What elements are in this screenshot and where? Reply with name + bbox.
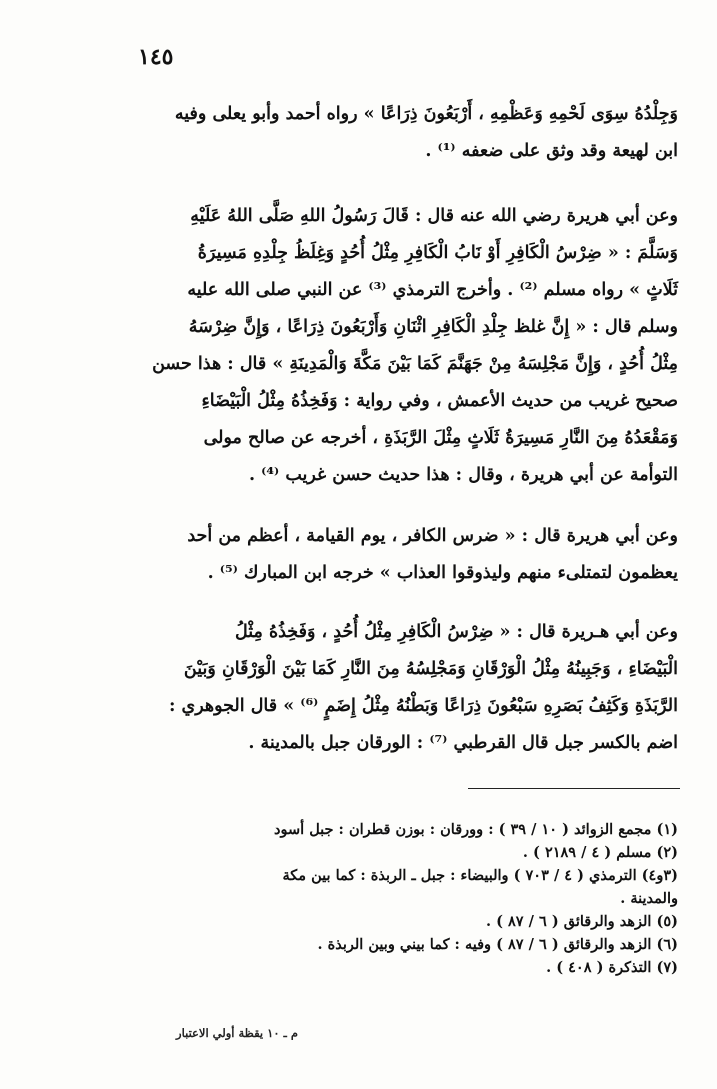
paragraph-4 bbox=[86, 614, 678, 762]
text-line: التوأمة عن أبي هريرة ، وقال : هذا حديث حسن غريب ⁽⁴⁾ . bbox=[248, 465, 678, 485]
text-line: وَسَلَّمَ : « ضِرْسُ الْكَافِرِ أَوْ نَابُ الْكَافِرِ مِثْلُ أُحُدٍ وَغِلَظُ جِلْدِهِ مَسِيرَةُ bbox=[197, 243, 678, 263]
text-line: الْبَيْضَاءِ ، وَجَبِينُهُ مِثْلُ الْوَرْقَانِ وَمَجْلِسُهُ مِنَ النَّارِ كَمَا بَيْنَ الْوَرْقَانِ وَبَيْنَ bbox=[183, 659, 678, 679]
footnote: (٥) الزهد والرقائق ( ٦ / ٨٧ ) . bbox=[485, 913, 678, 930]
footnotes bbox=[110, 818, 678, 979]
text-line: وَجِلْدُهُ سِوَى لَحْمِهِ وَعَظْمِهِ ، أَرْبَعُونَ ذِرَاعًا » رواه أحمد وأبو يعلى وفيه bbox=[174, 104, 678, 124]
text-line: مِثْلُ أُحُدٍ ، وَإِنَّ مَجْلِسَهُ مِنْ جَهَنَّمَ كَمَا بَيْنَ مَكَّةَ وَالْمَدِينَةِ » قال : هذا حسن bbox=[152, 354, 678, 374]
text-line: وعن أبي هـريرة قال : « ضِرْسُ الْكَافِرِ مِثْلُ أُحُدٍ ، وَفَخِذُهُ مِثْلُ bbox=[234, 622, 678, 642]
text-line: ثَلَاثٍ » رواه مسلم ⁽²⁾ . وأخرج الترمذي ⁽³⁾ عن النبي صلى الله عليه bbox=[187, 280, 678, 300]
paragraph-2 bbox=[86, 198, 678, 494]
paragraph-1 bbox=[86, 96, 678, 170]
footnote: والمدينة . bbox=[620, 890, 678, 907]
printer-signature: م ـ ١٠ يقظة أولي الاعتبار bbox=[176, 1026, 298, 1040]
footnote-divider bbox=[468, 788, 680, 789]
paragraph-3 bbox=[86, 518, 678, 592]
text-line: وسلم قال : « إِنَّ غلظ جِلْدِ الْكَافِرِ اثْنَانِ وَأَرْبَعُونَ ذِرَاعًا ، وَإِنَّ ضِرْسَهُ bbox=[188, 317, 678, 337]
text-line: اضم بالكسر جبل قال القرطبي ⁽⁷⁾ : الورقان جبل بالمدينة . bbox=[248, 733, 678, 753]
page-number: ١٤٥ bbox=[138, 44, 174, 70]
footnote: (٢) مسلم ( ٤ / ٢١٨٩ ) . bbox=[522, 844, 678, 861]
footnote: (١) مجمع الزوائد ( ١٠ / ٣٩ ) : وورقان : بوزن قطران : جبل أسود bbox=[274, 821, 678, 838]
text-line: وَمَقْعَدُهُ مِنَ النَّارِ مَسِيرَةُ ثَلَاثٍ مِثْلَ الرَّبَذَةِ ، أخرجه عن صالح مولى bbox=[203, 428, 678, 448]
footnote: (٣و٤) الترمذي ( ٤ / ٧٠٣ ) والبيضاء : جبل ـ الربذة : كما بين مكة bbox=[282, 867, 678, 884]
text-line: وعن أبي هريرة رضي الله عنه قال : قَالَ رَسُولُ اللهِ صَلَّى اللهُ عَلَيْهِ bbox=[190, 206, 678, 226]
footnote: (٧) التذكرة ( ٤٠٨ ) . bbox=[546, 959, 678, 976]
text-line: الرَّبَذَةِ وَكَثِفُ بَصَرِهِ سَبْعُونَ ذِرَاعًا وَبَطْنُهُ مِثْلُ إِضَمٍ ⁽⁶⁾ » قال الجوهري : bbox=[168, 696, 678, 716]
footnote: (٦) الزهد والرقائق ( ٦ / ٨٧ ) وفيه : كما بيني وبين الربذة . bbox=[317, 936, 678, 953]
text-line: يعظمون لتمتلىء منهم وليذوقوا العذاب » خرجه ابن المبارك ⁽⁵⁾ . bbox=[207, 563, 678, 583]
text-line: صحيح غريب من حديث الأعمش ، وفي رواية : وَفَخِذُهُ مِثْلُ الْبَيْضَاءِ bbox=[201, 391, 678, 411]
text-line: ابن لهيعة وقد وثق على ضعفه ⁽¹⁾ . bbox=[425, 141, 678, 161]
text-line: وعن أبي هريرة قال : « ضرس الكافر ، يوم القيامة ، أعظم من أحد bbox=[187, 526, 678, 546]
